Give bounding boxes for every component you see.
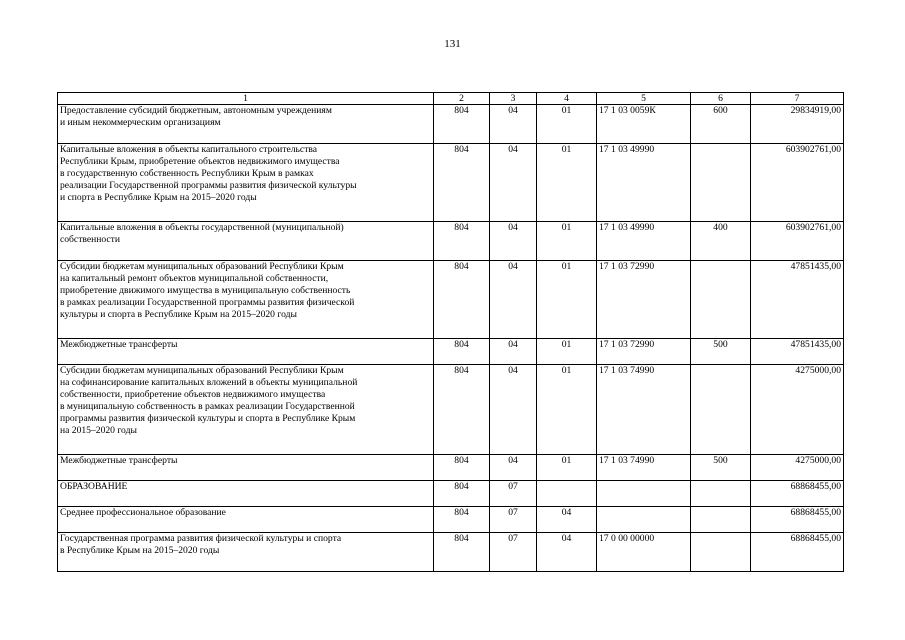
row-expense-type [691,261,751,339]
row-target-article: 17 0 00 00000 [597,533,691,572]
row-admin-code: 804 [434,144,490,222]
table-row [58,481,844,507]
row-description: Субсидии бюджетам муниципальных образований Республики Крым на софинансирование капитальных вложений в объекты муниципальной собственности, приобретение объектов недвижимого имущества в муниципальную собственность в рамках реализации Государственной программы развития физической культуры и спорта в Республике Крым на 2015–2020 годы [58,365,434,455]
row-description: ОБРАЗОВАНИЕ [58,481,434,507]
row-target-article: 17 1 03 74990 [597,455,691,481]
row-subsection: 01 [537,222,597,261]
row-admin-code: 804 [434,222,490,261]
row-subsection: 04 [537,533,597,572]
row-subsection: 01 [537,144,597,222]
row-amount: 47851435,00 [751,339,844,365]
row-admin-code: 804 [434,507,490,533]
row-admin-code: 804 [434,481,490,507]
row-expense-type: 600 [691,105,751,144]
row-description: Субсидии бюджетам муниципальных образований Республики Крым на капитальный ремонт объектов муниципальной собственности, приобретение движимого имущества в муниципальную собственность в рамках реализации Государственной программы развития физической культуры и спорта в Республике Крым на 2015–2020 годы [58,261,434,339]
row-expense-type: 500 [691,455,751,481]
column-header-4: 4 [537,93,597,105]
column-header-3: 3 [490,93,537,105]
row-section: 04 [490,339,537,365]
table-row [58,261,844,339]
table-row [58,507,844,533]
row-description: Государственная программа развития физической культуры и спорта в Республике Крым на 2015–2020 годы [58,533,434,572]
row-admin-code: 804 [434,533,490,572]
row-admin-code: 804 [434,455,490,481]
column-header-7: 7 [751,93,844,105]
row-amount: 47851435,00 [751,261,844,339]
table-row [58,455,844,481]
row-admin-code: 804 [434,105,490,144]
row-subsection: 01 [537,365,597,455]
row-expense-type [691,365,751,455]
row-target-article [597,481,691,507]
row-section: 04 [490,455,537,481]
table-row [58,144,844,222]
row-amount: 68868455,00 [751,481,844,507]
row-section: 04 [490,144,537,222]
row-subsection: 04 [537,507,597,533]
row-amount: 603902761,00 [751,144,844,222]
row-admin-code: 804 [434,365,490,455]
row-admin-code: 804 [434,261,490,339]
row-amount: 4275000,00 [751,365,844,455]
row-subsection [537,481,597,507]
row-expense-type [691,507,751,533]
row-target-article: 17 1 03 72990 [597,339,691,365]
table-row [58,365,844,455]
table-row [58,533,844,572]
row-expense-type [691,533,751,572]
row-amount: 4275000,00 [751,455,844,481]
budget-table [57,92,844,572]
row-target-article: 17 1 03 72990 [597,261,691,339]
table-row [58,105,844,144]
row-expense-type: 500 [691,339,751,365]
row-expense-type: 400 [691,222,751,261]
row-description: Капитальные вложения в объекты государственной (муниципальной) собственности [58,222,434,261]
row-subsection: 01 [537,339,597,365]
row-description: Капитальные вложения в объекты капитального строительства Республики Крым, приобретение объектов недвижимого имущества в государственную собственность Республики Крым в рамках реализации Государственной программы развития физической культуры и спорта в Республике Крым на 2015–2020 годы [58,144,434,222]
row-description: Среднее профессиональное образование [58,507,434,533]
column-header-6: 6 [691,93,751,105]
row-description: Межбюджетные трансферты [58,339,434,365]
row-section: 07 [490,507,537,533]
column-header-1: 1 [58,93,434,105]
row-section: 07 [490,533,537,572]
row-subsection: 01 [537,455,597,481]
row-section: 04 [490,222,537,261]
row-amount: 603902761,00 [751,222,844,261]
row-target-article: 17 1 03 49990 [597,222,691,261]
row-target-article: 17 1 03 0059К [597,105,691,144]
row-description: Предоставление субсидий бюджетным, автономным учреждениям и иным некоммерческим организациям [58,105,434,144]
column-header-2: 2 [434,93,490,105]
header-row [58,93,844,105]
column-header-5: 5 [597,93,691,105]
row-admin-code: 804 [434,339,490,365]
row-section: 04 [490,261,537,339]
row-section: 04 [490,105,537,144]
row-description: Межбюджетные трансферты [58,455,434,481]
row-target-article: 17 1 03 49990 [597,144,691,222]
row-subsection: 01 [537,105,597,144]
row-section: 07 [490,481,537,507]
row-target-article: 17 1 03 74990 [597,365,691,455]
table-row [58,339,844,365]
row-amount: 29834919,00 [751,105,844,144]
row-amount: 68868455,00 [751,507,844,533]
row-expense-type [691,144,751,222]
row-target-article [597,507,691,533]
table-body [58,105,844,572]
row-expense-type [691,481,751,507]
row-amount: 68868455,00 [751,533,844,572]
table-row [58,222,844,261]
row-section: 04 [490,365,537,455]
row-subsection: 01 [537,261,597,339]
page-number: 131 [444,38,461,50]
